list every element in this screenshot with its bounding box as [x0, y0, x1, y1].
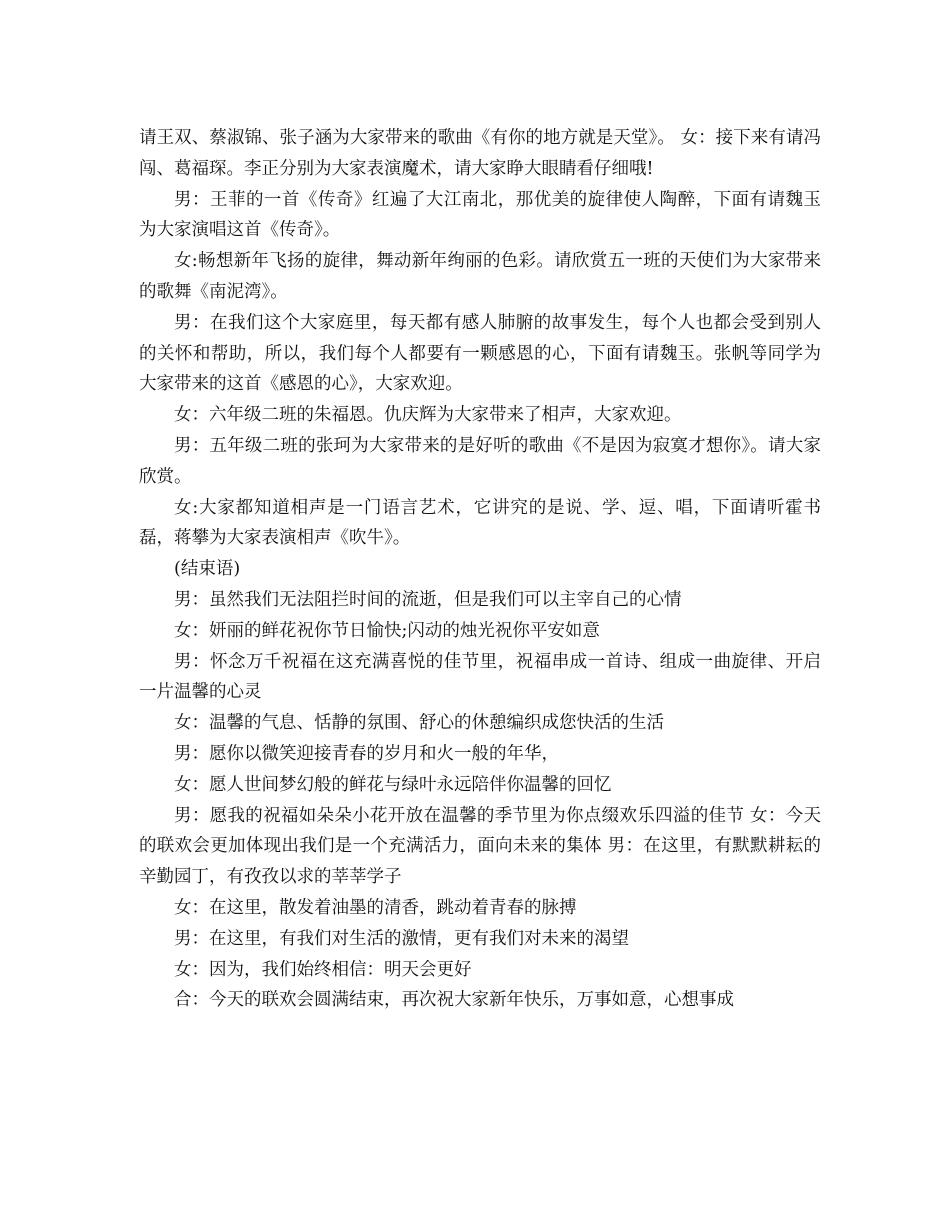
paragraph: 女：温馨的气息、恬静的氛围、舒心的休憩编织成您快活的生活 [174, 713, 664, 734]
paragraph: 男：在这里，有我们对生活的激情，更有我们对未来的渴望 [174, 928, 629, 949]
paragraph: 女：六年级二班的朱福恩。仇庆辉为大家带来了相声，大家欢迎。 [174, 405, 682, 426]
paragraph: 女：因为，我们始终相信：明天会更好 [174, 959, 472, 980]
paragraph: 请王双、蔡淑锦、张子涵为大家带来的歌曲《有你的地方就是天堂》。 女：接下来有请冯闯、葛福琛。李正分别为大家表演魔术，请大家睁大眼睛看仔细哦! [139, 128, 821, 179]
document-body [139, 123, 821, 1016]
paragraph: 女：在这里，散发着油墨的清香，跳动着青春的脉搏 [174, 897, 577, 918]
paragraph: 男：怀念万千祝福在这充满喜悦的佳节里，祝福串成一首诗、组成一曲旋律、开启一片温馨的心灵 [139, 651, 821, 703]
paragraph: 男：在我们这个大家庭里，每天都有感人肺腑的故事发生，每个人也都会受到别人的关怀和帮助，所以，我们每个人都要有一颗感恩的心，下面有请魏玉。张帆等同学为大家带来的这首《感恩的心》，大家欢迎。 [139, 312, 821, 395]
paragraph: 女：愿人世间梦幻般的鲜花与绿叶永远陪伴你温馨的回忆 [174, 774, 612, 795]
paragraph: 男：王菲的一首《传奇》红遍了大江南北，那优美的旋律使人陶醉，下面有请魏玉为大家演唱这首《传奇》。 [139, 189, 821, 241]
paragraph: 男：愿我的祝福如朵朵小花开放在温馨的季节里为你点缀欢乐四溢的佳节 女：今天的联欢会更加体现出我们是一个充满活力，面向未来的集体 男：在这里，有默默耕耘的辛勤园丁，有孜孜以求的莘莘学子 [139, 805, 821, 888]
paragraph: 男：五年级二班的张珂为大家带来的是好听的歌曲《不是因为寂寞才想你》。请大家欣赏。 [139, 435, 821, 487]
paragraph: 女:畅想新年飞扬的旋律，舞动新年绚丽的色彩。请欣赏五一班的天使们为大家带来的歌舞《南泥湾》。 [139, 251, 821, 302]
paragraph: 女：妍丽的鲜花祝你节日愉快;闪动的烛光祝你平安如意 [174, 620, 600, 641]
paragraph: (结束语) [174, 559, 241, 580]
paragraph: 合：今天的联欢会圆满结束，再次祝大家新年快乐，万事如意，心想事成 [174, 990, 734, 1011]
paragraph: 男：虽然我们无法阻拦时间的流逝，但是我们可以主宰自己的心情 [174, 589, 682, 610]
paragraph: 女:大家都知道相声是一门语言艺术，它讲究的是说、学、逗、唱，下面请听霍书磊，蒋攀为大家表演相声《吹牛》。 [139, 497, 821, 549]
paragraph: 男：愿你以微笑迎接青春的岁月和火一般的年华， [174, 743, 559, 764]
